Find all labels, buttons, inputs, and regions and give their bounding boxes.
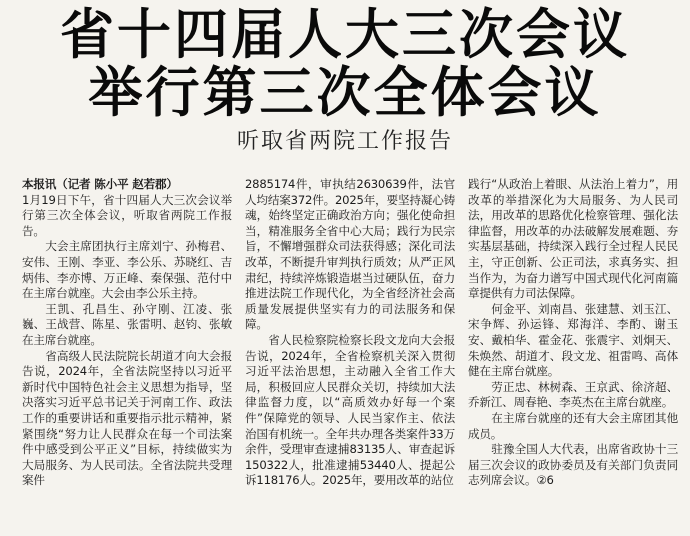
- article-paragraph: 驻豫全国人大代表，出席省政协十三届三次会议的政协委员及有关部门负责同志列席会议。②6: [468, 442, 678, 488]
- headline-line-1: 省十四届人大三次会议: [60, 3, 630, 66]
- article-paragraph: 2885174件，审执结2630639件，法官人均结案372件。2025年，要坚持凝心铸魂，始终坚定正确政治方向；强化使命担当，精准服务全省中心大局；践行为民宗旨，不懈增强群众司法获得感；深化司法改革，不断提升审判执行质效；从严正风肃纪，持续淬炼锻造堪当过硬队伍，奋力推进法院工作现代化，为全省经济社会高质量发展提供坚实有力的司法服务和保障。: [245, 177, 455, 332]
- article-paragraph: 省高级人民法院院长胡道才向大会报告说，2024年，全省法院坚持以习近平新时代中国特色社会主义思想为指导，坚决落实习近平总书记关于河南工作、政法工作的重要讲话和重要指示批示精神，紧紧围绕“努力让人民群众在每一个司法案件中感受到公平正义”目标，持续做实为大局服务、为人民司法。全省法院共受理案件: [22, 348, 232, 488]
- article-paragraph: 何金平、刘南昌、张建慧、刘玉江、宋争辉、孙运锋、郑海洋、李酌、谢玉安、戴柏华、霍金花、张震宇、刘炯天、朱焕然、胡道才、段文龙、祖雷鸣、高体健在主席台就座。: [468, 301, 678, 379]
- article-paragraph: 省人民检察院检察长段文龙向大会报告说，2024年，全省检察机关深入贯彻习近平法治思想，主动融入全省工作大局，积极回应人民群众关切，持续加大法律监督力度，以“高质效办好每一个案件”保障党的领导、人民当家作主、依法治国有机统一。全年共办理各类案件33万余件，受理审查逮捕83135人、审查起诉150322人，批准逮捕53440人、提起公诉118176人。2025年，要用改革的站位: [245, 332, 455, 488]
- byline: 本报讯（记者 陈小平 赵若郡）: [22, 177, 178, 191]
- article-paragraph: 1月19日下午，省十四届人大三次会议举行第三次全体会议，听取省两院工作报告。: [22, 192, 232, 238]
- article-paragraph: 劳正忠、林树森、王京武、徐济超、乔新江、周春艳、李英杰在主席台就座。: [468, 379, 678, 410]
- article-paragraph: 大会主席团执行主席刘宁、孙梅君、安伟、王刚、李亚、李公乐、苏晓红、吉炳伟、李亦博、万正峰、秦保强、范付中在主席台就座。大会由李公乐主持。: [22, 239, 232, 301]
- article-column-3: [468, 177, 678, 536]
- article-column-2: [245, 177, 455, 536]
- article-paragraph: [22, 177, 232, 193]
- article-paragraph: 践行“从政治上着眼、从法治上着力”，用改革的举措深化为大局服务、为人民司法，用改革的思路优化检察管理、强化法律监督，用改革的办法破解发展难题、夯实基层基础，持续深入践行全过程人民民主，守正创新、公正司法，求真务实、担当作为，为奋力谱写中国式现代化河南篇章提供有力司法保障。: [468, 177, 678, 301]
- article-paragraph: 王凯、孔昌生、孙守刚、江凌、张巍、王战营、陈星、张雷明、赵钧、张敏在主席台就座。: [22, 301, 232, 347]
- article-paragraph: 在主席台就座的还有大会主席团其他成员。: [468, 410, 678, 441]
- headline-line-2: 举行第三次全体会议: [88, 61, 602, 124]
- subtitle: 听取省两院工作报告: [236, 129, 453, 154]
- article-column-1: [22, 177, 232, 536]
